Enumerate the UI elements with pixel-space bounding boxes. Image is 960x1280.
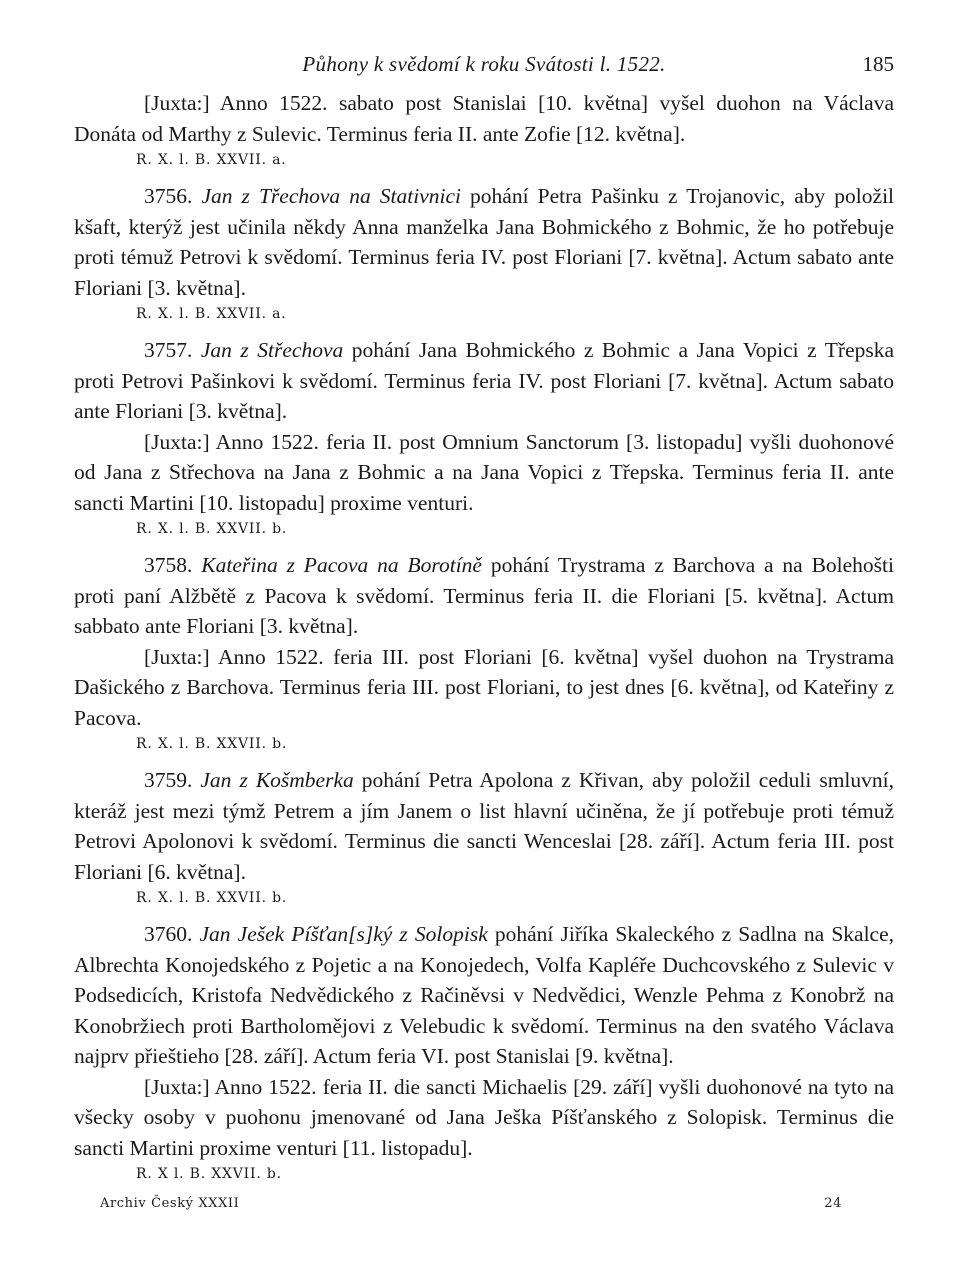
entry-number: 3756. (144, 184, 193, 208)
footer-sheet-number: 24 (824, 1196, 842, 1211)
entry-number: 3757. (144, 338, 193, 362)
person-name: Jan z Střechova (200, 338, 344, 362)
juxta-paragraph (74, 642, 894, 734)
entry-paragraph (74, 765, 894, 887)
archive-signature: R. X. l. B. XXVII. a. (136, 306, 287, 322)
archive-signature: R. X. l. B. XXVII. b. (136, 890, 288, 906)
entry-paragraph (74, 181, 894, 303)
entry-text: [Juxta:] Anno 1522. feria III. post Floriani [6. května] vyšel duohon na Trystrama Dašického z Barchova. Terminus feria III. post Floriani, to jest dnes [6. května], od Kateřiny z Pacova. (74, 644, 894, 730)
archive-signature: R. X. l. B. XXVII. b. (136, 736, 288, 752)
running-title: Půhony k svědomí k roku Svátosti l. 1522. (302, 52, 666, 76)
entry-text: [Juxta:] Anno 1522. feria II. post Omnium Sanctorum [3. listopadu] vyšli duohonové od Jana z Střechova na Jana z Bohmic a na Jana Vopici z Třepska. Terminus feria II. ante sancti Martini [10. listopadu] proxime venturi. (74, 429, 894, 515)
document-body (74, 88, 894, 1185)
entry-text: pohání Jiříka Skaleckého z Sadlna na Skalce, Albrechta Konojedského z Pojetic a na Konojedech, Volfa Kapléře Duchcovského z Sulevic v Podsedicích, Kristofa Nedvědického z Račiněvsi v Nedvědici, Wenzle Pehma z Konobrž na Konobržiech proti Bartholomějovi z Velebudic k svědomí. Terminus na den svatého Václava najprv přieštieho [28. září]. Actum feria VI. post Stanislai [9. května]. (74, 922, 895, 1068)
archive-signature: R. X. l. B. XXVII. b. (136, 521, 288, 537)
entry-number: 3758. (144, 553, 193, 577)
page-footer (100, 1196, 842, 1211)
entry-paragraph (74, 335, 894, 427)
person-name: Jan z Třechova na Stativnici (201, 184, 461, 208)
entry-number: 3760. (144, 922, 193, 946)
footer-source: Archiv Český XXXII (100, 1196, 240, 1211)
page (74, 52, 894, 1195)
juxta-paragraph (74, 88, 894, 149)
entry-text: [Juxta:] Anno 1522. feria II. die sancti Michaelis [29. září] vyšli duohonové na tyto na všecky osoby v puohonu jmenované od Jana Ješka Píšťanského z Solopisk. Terminus die sancti Martini proxime venturi [11. listopadu]. (74, 1074, 894, 1160)
page-header (74, 52, 894, 88)
entry-text: pohání Petra Pašinku z Trojanovic, aby položil kšaft, kterýž jest učinila někdy Anna manželka Jana Bohmického z Bohmic, že ho potřebuje proti témuž Petrovi k svědomí. Terminus feria IV. post Floriani [7. května]. Actum sabato ante Floriani [3. května]. (74, 184, 895, 300)
person-name: Jan Ješek Píšťan[s]ký z Solopisk (199, 922, 488, 946)
entry-text: pohání Petra Apolona z Křivan, aby položil ceduli smluvní, kteráž jest mezi týmž Petrem a jím Janem o list hlavní učiněna, že jí potřebuje proti témuž Petrovi Apolonovi k svědomí. Terminus die sancti Wenceslai [28. září]. Actum feria III. post Floriani [6. května]. (74, 768, 894, 884)
juxta-paragraph (74, 427, 894, 519)
page-number: 185 (862, 52, 894, 76)
person-name: Kateřina z Pacova na Borotíně (201, 553, 482, 577)
person-name: Jan z Košmberka (200, 768, 354, 792)
entry-paragraph (74, 550, 894, 642)
entry-text: pohání Trystrama z Barchova a na Bolehošti proti paní Alžbětě z Pacova k svědomí. Terminus feria II. die Floriani [5. května]. Actum sabbato ante Floriani [3. května]. (74, 553, 894, 638)
entry-number: 3759. (144, 768, 193, 792)
entry-text: pohání Jana Bohmického z Bohmic a Jana Vopici z Třepska proti Petrovi Pašinkovi k svědomí. Terminus feria IV. post Floriani [7. května]. Actum sabato ante Floriani [3. května]. (74, 338, 895, 423)
archive-signature: R. X l. B. XXVII. b. (136, 1166, 282, 1182)
juxta-paragraph (74, 1072, 894, 1164)
entry-paragraph (74, 919, 894, 1072)
archive-signature: R. X. l. B. XXVII. a. (136, 152, 287, 168)
entry-text: [Juxta:] Anno 1522. sabato post Stanislai [10. května] vyšel duohon na Václava Donáta od Marthy z Sulevic. Terminus feria II. ante Zofie [12. května]. (74, 91, 894, 146)
